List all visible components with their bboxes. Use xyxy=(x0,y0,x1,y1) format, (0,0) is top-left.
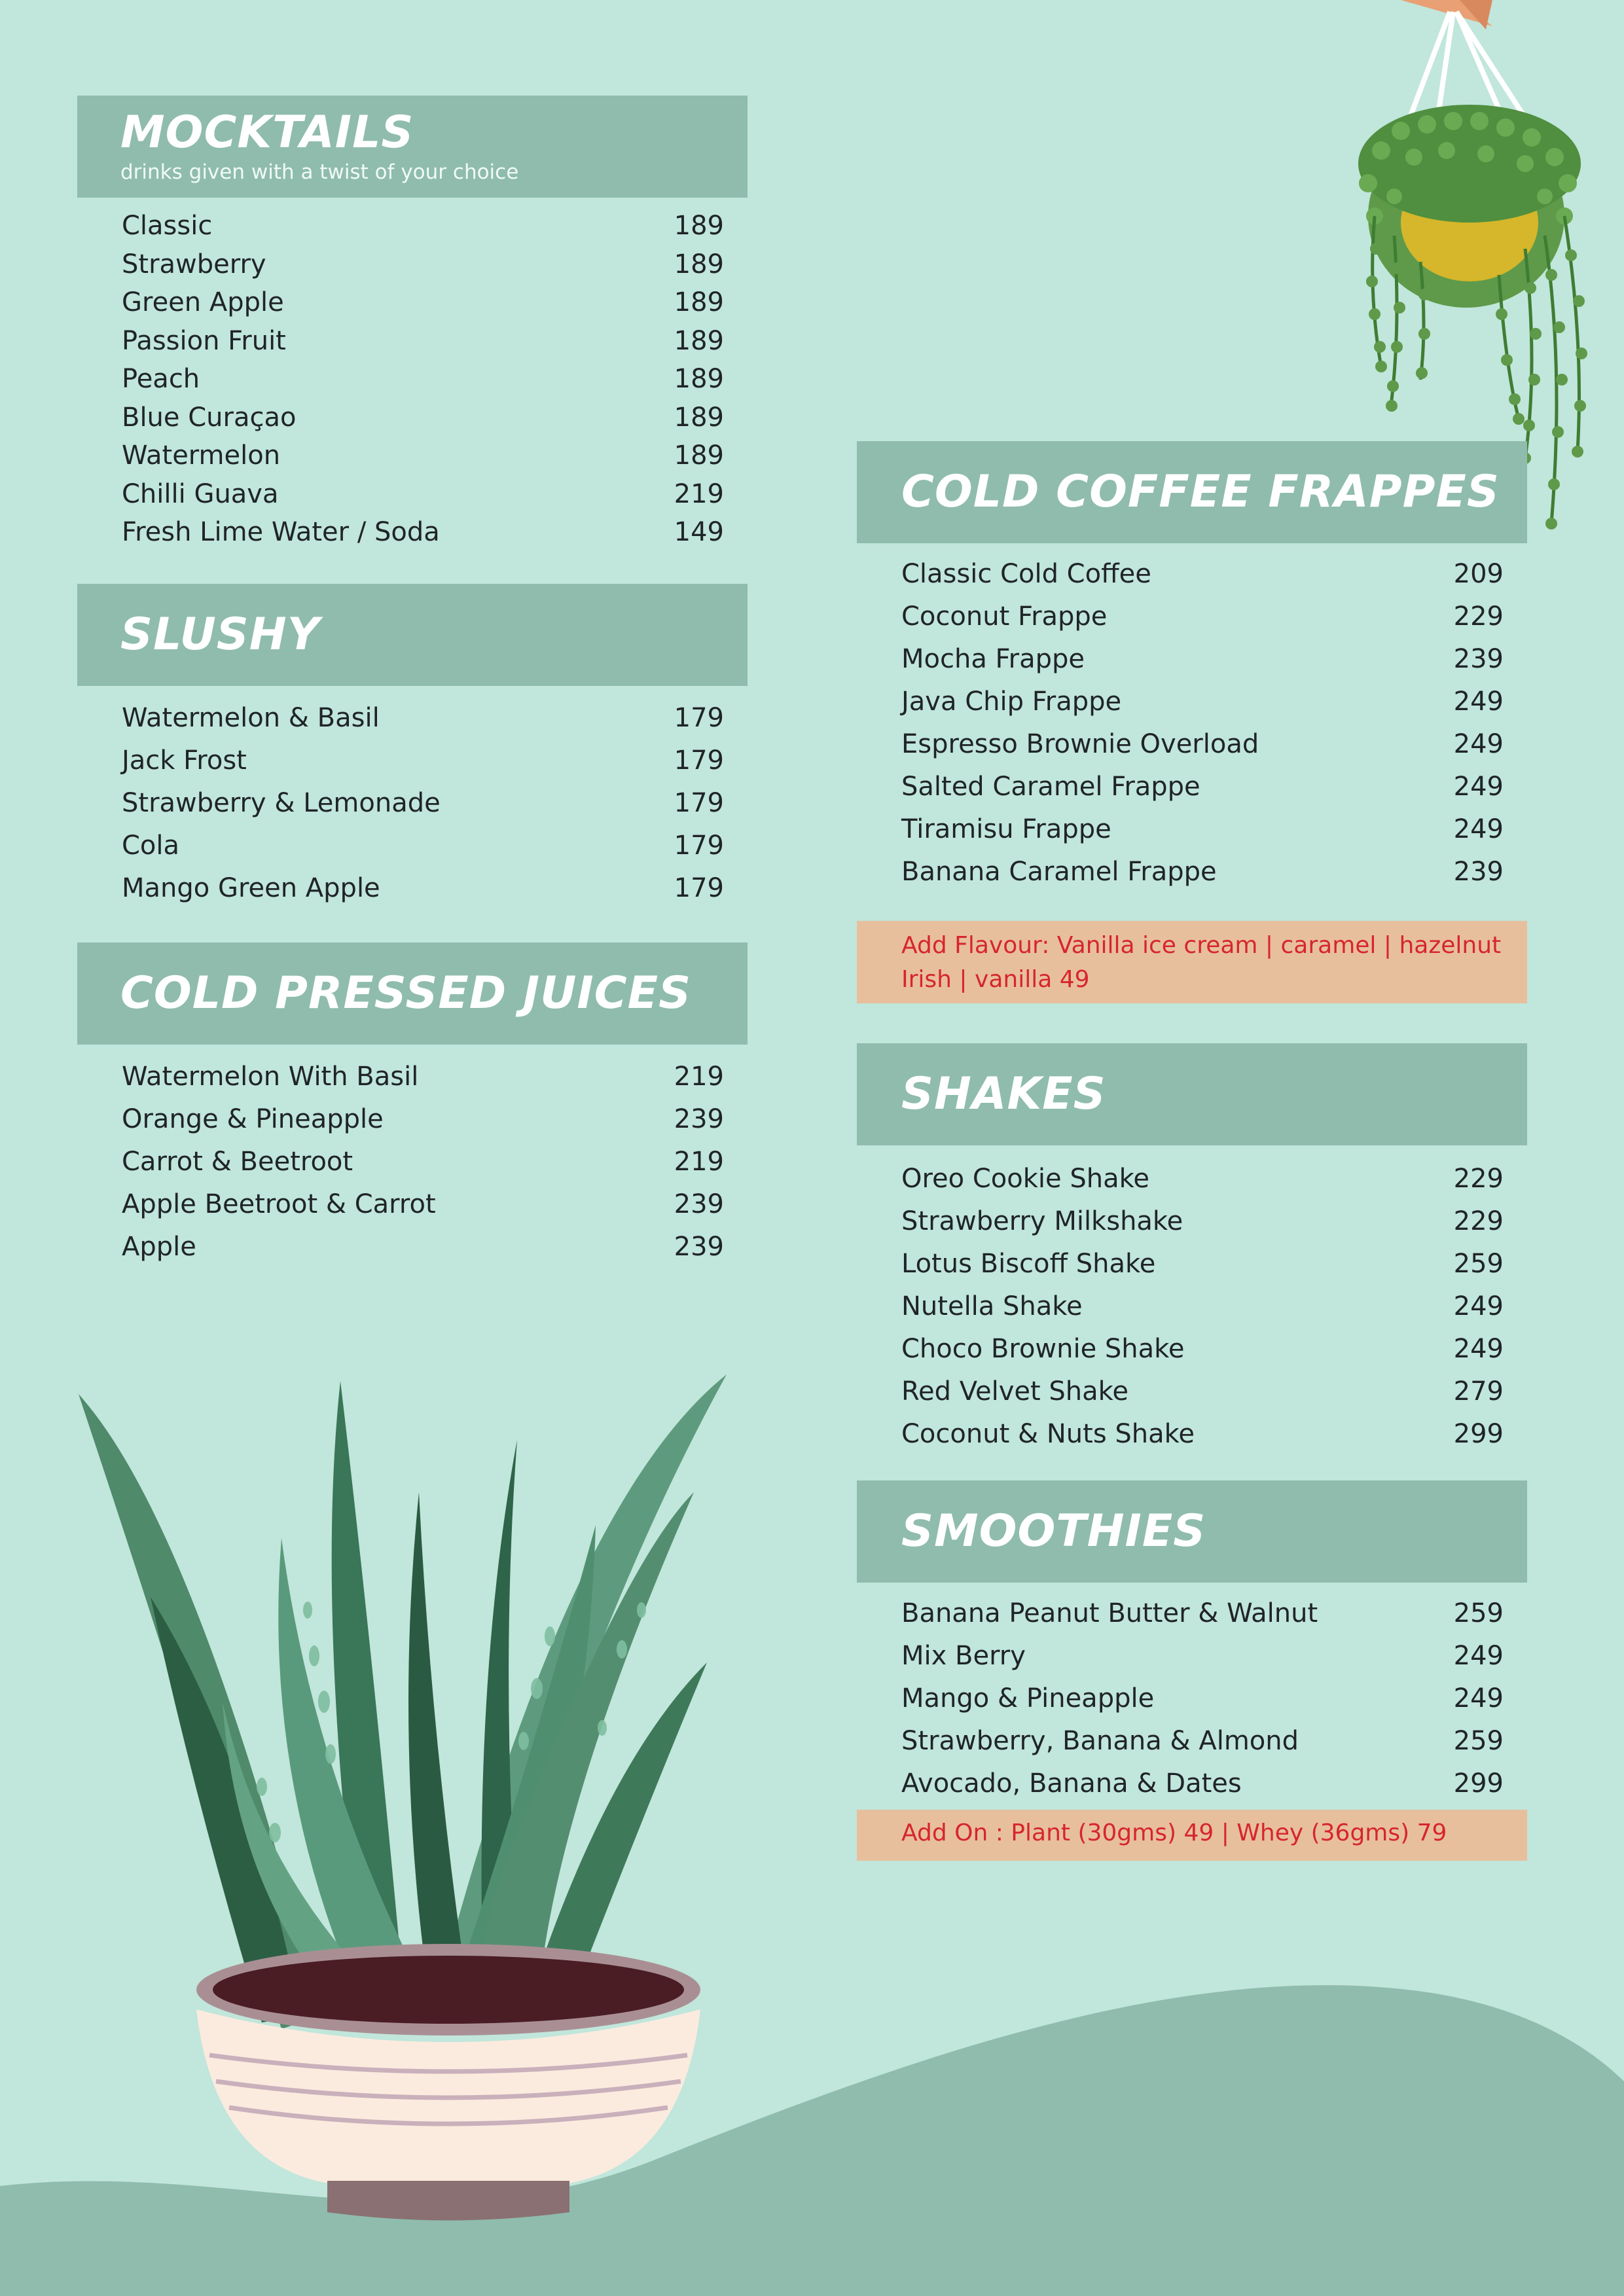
item-price: 239 xyxy=(674,1103,724,1134)
menu-item xyxy=(857,1592,1527,1634)
item-name: Nutella Shake xyxy=(901,1291,1083,1321)
menu-list xyxy=(857,1157,1527,1455)
menu-item xyxy=(77,781,748,824)
section-title: SLUSHY xyxy=(120,609,320,661)
item-price: 189 xyxy=(674,364,724,395)
section-header xyxy=(857,1043,1527,1145)
item-price: 249 xyxy=(1453,1640,1504,1671)
item-name: Java Chip Frappe xyxy=(901,686,1122,717)
menu-list xyxy=(857,1592,1527,1804)
item-name: Mango & Pineapple xyxy=(901,1683,1155,1713)
item-name: Strawberry, Banana & Almond xyxy=(901,1725,1299,1756)
item-name: Mango Green Apple xyxy=(122,872,380,903)
section-title: COLD PRESSED JUICES xyxy=(120,967,692,1020)
item-name: Choco Brownie Shake xyxy=(901,1333,1185,1364)
item-price: 229 xyxy=(1453,601,1504,632)
section-title: MOCKTAILS xyxy=(120,107,414,159)
menu-item xyxy=(77,245,748,284)
menu-item xyxy=(857,1285,1527,1327)
section-header xyxy=(857,441,1527,543)
item-price: 299 xyxy=(1453,1768,1504,1799)
menu-item xyxy=(77,475,748,514)
item-name: Watermelon & Basil xyxy=(122,702,380,733)
item-name: Apple xyxy=(122,1231,196,1262)
item-price: 229 xyxy=(1453,1206,1504,1236)
item-name: Tiramisu Frappe xyxy=(901,814,1111,844)
item-price: 259 xyxy=(1453,1725,1504,1756)
menu-item xyxy=(77,360,748,399)
item-price: 249 xyxy=(1453,1333,1504,1364)
menu-item xyxy=(857,723,1527,765)
menu-list xyxy=(857,552,1527,893)
item-name: Jack Frost xyxy=(122,745,247,776)
menu-item xyxy=(857,765,1527,808)
smoothies-addon-note xyxy=(857,1810,1527,1861)
menu-item xyxy=(77,1098,748,1140)
section-header xyxy=(77,942,748,1045)
item-name: Salted Caramel Frappe xyxy=(901,771,1200,802)
menu-item xyxy=(857,1719,1527,1762)
item-price: 249 xyxy=(1453,814,1504,844)
section-subtitle: drinks given with a twist of your choice xyxy=(120,160,519,184)
menu-item xyxy=(857,1412,1527,1455)
note-line: Irish | vanilla 49 xyxy=(901,966,1090,994)
frappes-flavour-note xyxy=(857,921,1527,1003)
menu-item xyxy=(857,1634,1527,1677)
menu-item xyxy=(77,283,748,322)
item-price: 259 xyxy=(1453,1598,1504,1628)
menu-item xyxy=(77,513,748,552)
section-header xyxy=(857,1480,1527,1583)
item-name: Peach xyxy=(122,364,200,395)
item-price: 249 xyxy=(1453,1683,1504,1713)
item-price: 179 xyxy=(674,787,724,818)
menu-item xyxy=(857,1242,1527,1285)
menu-item xyxy=(857,1327,1527,1370)
section-slushy xyxy=(77,584,748,909)
item-price: 299 xyxy=(1453,1418,1504,1449)
menu-item xyxy=(77,1140,748,1183)
item-price: 249 xyxy=(1453,728,1504,759)
item-name: Coconut & Nuts Shake xyxy=(901,1418,1195,1449)
section-header xyxy=(77,584,748,686)
item-price: 189 xyxy=(674,249,724,279)
menu-list xyxy=(77,1055,748,1268)
aloe-vera-plant-icon xyxy=(65,1361,759,2232)
item-name: Oreo Cookie Shake xyxy=(901,1163,1149,1194)
menu-item xyxy=(77,437,748,475)
item-name: Chilli Guava xyxy=(122,478,279,509)
item-name: Mix Berry xyxy=(901,1640,1026,1671)
menu-item xyxy=(857,1157,1527,1200)
item-price: 249 xyxy=(1453,686,1504,717)
item-price: 259 xyxy=(1453,1248,1504,1279)
item-name: Avocado, Banana & Dates xyxy=(901,1768,1242,1799)
section-title: SMOOTHIES xyxy=(901,1505,1206,1558)
menu-item xyxy=(857,850,1527,893)
item-name: Strawberry & Lemonade xyxy=(122,787,441,818)
item-price: 219 xyxy=(674,1146,724,1177)
item-price: 209 xyxy=(1453,558,1504,589)
menu-list xyxy=(77,696,748,909)
menu-item xyxy=(857,680,1527,723)
menu-item xyxy=(857,1677,1527,1719)
item-name: Red Velvet Shake xyxy=(901,1376,1128,1407)
item-price: 219 xyxy=(674,1061,724,1092)
item-name: Blue Curaçao xyxy=(122,402,297,433)
menu-item xyxy=(857,1200,1527,1242)
menu-item xyxy=(857,637,1527,680)
item-price: 249 xyxy=(1453,1291,1504,1321)
section-cold-coffee-frappes xyxy=(857,441,1527,893)
item-price: 179 xyxy=(674,702,724,733)
item-name: Banana Peanut Butter & Walnut xyxy=(901,1598,1318,1628)
item-price: 179 xyxy=(674,830,724,861)
item-price: 229 xyxy=(1453,1163,1504,1194)
menu-item xyxy=(77,696,748,739)
menu-item xyxy=(857,552,1527,595)
section-header xyxy=(77,96,748,198)
item-name: Apple Beetroot & Carrot xyxy=(122,1189,436,1219)
item-price: 249 xyxy=(1453,771,1504,802)
note-line: Add On : Plant (30gms) 49 | Whey (36gms) 79 xyxy=(901,1820,1447,1846)
menu-item xyxy=(77,1055,748,1098)
item-name: Mocha Frappe xyxy=(901,643,1085,674)
item-name: Classic xyxy=(122,211,213,242)
item-price: 239 xyxy=(674,1231,724,1262)
item-name: Watermelon With Basil xyxy=(122,1061,419,1092)
menu-item xyxy=(77,739,748,781)
section-title: COLD COFFEE FRAPPES xyxy=(901,466,1500,518)
menu-item xyxy=(77,1183,748,1225)
menu-item xyxy=(77,207,748,245)
menu-item xyxy=(77,399,748,437)
note-line: Add Flavour: Vanilla ice cream | caramel | hazelnut xyxy=(901,932,1502,959)
menu-item xyxy=(77,1225,748,1268)
item-name: Carrot & Beetroot xyxy=(122,1146,353,1177)
item-price: 239 xyxy=(1453,856,1504,887)
item-name: Cola xyxy=(122,830,180,861)
item-price: 239 xyxy=(1453,643,1504,674)
item-price: 189 xyxy=(674,287,724,318)
item-name: Coconut Frappe xyxy=(901,601,1108,632)
item-price: 219 xyxy=(674,478,724,509)
menu-item xyxy=(857,1370,1527,1412)
section-shakes xyxy=(857,1043,1527,1455)
menu-item xyxy=(77,322,748,361)
item-price: 179 xyxy=(674,872,724,903)
menu-item xyxy=(857,1762,1527,1804)
item-name: Classic Cold Coffee xyxy=(901,558,1151,589)
section-smoothies xyxy=(857,1480,1527,1804)
item-price: 149 xyxy=(674,517,724,548)
item-price: 239 xyxy=(674,1189,724,1219)
item-name: Strawberry xyxy=(122,249,266,279)
item-price: 189 xyxy=(674,402,724,433)
menu-list xyxy=(77,207,748,552)
section-title: SHAKES xyxy=(901,1068,1106,1121)
item-name: Watermelon xyxy=(122,440,281,471)
item-name: Strawberry Milkshake xyxy=(901,1206,1183,1236)
menu-item xyxy=(77,824,748,867)
item-name: Green Apple xyxy=(122,287,284,318)
item-name: Fresh Lime Water / Soda xyxy=(122,517,440,548)
item-name: Espresso Brownie Overload xyxy=(901,728,1259,759)
item-price: 189 xyxy=(674,440,724,471)
item-name: Banana Caramel Frappe xyxy=(901,856,1217,887)
menu-item xyxy=(857,808,1527,850)
item-name: Orange & Pineapple xyxy=(122,1103,384,1134)
item-price: 189 xyxy=(674,211,724,242)
item-price: 189 xyxy=(674,325,724,356)
item-name: Lotus Biscoff Shake xyxy=(901,1248,1156,1279)
item-name: Passion Fruit xyxy=(122,325,286,356)
item-price: 279 xyxy=(1453,1376,1504,1407)
section-cold-pressed-juices xyxy=(77,942,748,1268)
section-mocktails xyxy=(77,96,748,552)
menu-item xyxy=(77,867,748,909)
item-price: 179 xyxy=(674,745,724,776)
menu-item xyxy=(857,595,1527,637)
